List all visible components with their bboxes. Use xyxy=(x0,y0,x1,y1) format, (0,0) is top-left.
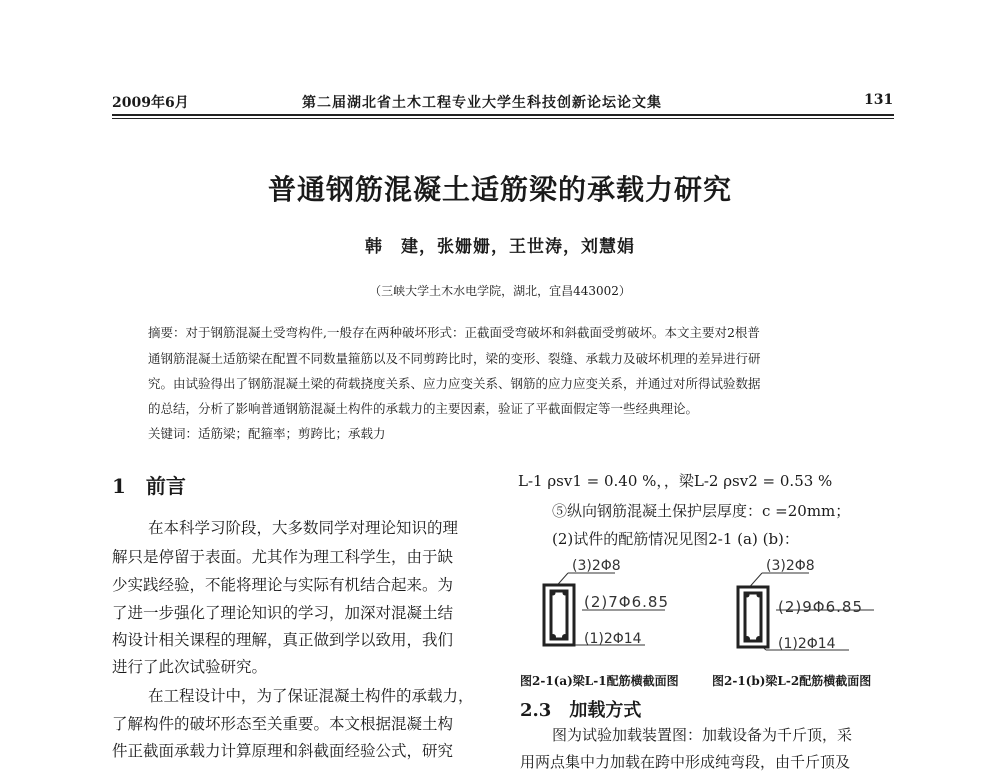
keywords: 关键词：适筋梁；配箍率；剪跨比；承载力 xyxy=(148,426,386,441)
top-bar xyxy=(551,591,556,596)
header-journal: 第二届湖北省土木工程专业大学生科技创新论坛论文集 xyxy=(302,95,662,111)
paper-title: 普通钢筋混凝土适筋梁的承载力研究 xyxy=(267,173,732,206)
top-bar xyxy=(563,591,568,596)
reinforcement-ratio-line: L-1 ρsv1 = 0.40 %，，梁L-2 ρsv2 = 0.53 % xyxy=(518,472,833,490)
section-heading: 1 前言 xyxy=(112,474,186,498)
figure-a-top-label: (3)2Φ8 xyxy=(572,558,621,574)
figure-b-top-label: (3)2Φ8 xyxy=(766,558,815,574)
figure-a-cross-section xyxy=(520,555,710,667)
figure-b-mid-label: (2)9Φ6.85 xyxy=(778,598,863,616)
top-bar xyxy=(745,593,750,598)
header-rule-thin xyxy=(112,118,894,119)
figure-b-cross-section xyxy=(714,555,904,667)
bottom-bar xyxy=(744,636,750,642)
bottom-bar xyxy=(562,634,568,640)
figure-b-caption: 图2-1(b)梁L-2配筋横截面图 xyxy=(712,674,872,688)
abstract-line: 摘要：对于钢筋混凝土受弯构件,一般存在两种破坏形式：正截面受弯破坏和斜截面受剪破坏。本文主要对2根普 xyxy=(148,325,760,340)
figure-b-bottom-label: (1)2Φ14 xyxy=(778,636,836,652)
body-line: 在本科学习阶段，大多数同学对理论知识的理 xyxy=(148,519,459,537)
bottom-bar xyxy=(756,636,762,642)
figure-a-mid-label: (2)7Φ6.85 xyxy=(584,593,669,611)
header-page-number: 131 xyxy=(864,92,894,108)
figure-a-caption: 图2-1(a)梁L-1配筋横截面图 xyxy=(520,674,679,688)
body-line: 图为试验加载装置图：加载设备为千斤顶，采 xyxy=(552,726,853,744)
body-line: 进行了此次试验研究。 xyxy=(112,658,268,676)
abstract-line: 的总结，分析了影响普通钢筋混凝土构件的承载力的主要因素，验证了平截面假定等一些经典理论。 xyxy=(148,401,699,416)
abstract-line: 究。由试验得出了钢筋混凝土梁的荷载挠度关系、应力应变关系、钢筋的应力应变关系，并通过对所得试验数据 xyxy=(148,376,761,391)
body-line: 解只是停留于表面。尤其作为理工科学生，由于缺 xyxy=(112,548,454,566)
top-bar xyxy=(757,593,762,598)
beam-section-outline xyxy=(544,585,574,645)
figure-reference-line: (2)试件的配筋情况见图2-1 (a) (b)： xyxy=(552,530,799,548)
header-rule-thick xyxy=(112,114,894,116)
figure-a-bottom-label: (1)2Φ14 xyxy=(584,631,642,647)
body-line: 件正截面承载力计算原理和斜截面经验公式，研究 xyxy=(112,742,454,760)
subsection-heading: 2.3 加载方式 xyxy=(520,700,642,721)
body-line: 在工程设计中，为了保证混凝土构件的承载力， xyxy=(148,687,474,705)
abstract-line: 通钢筋混凝土适筋梁在配置不同数量箍筋以及不同剪跨比时，梁的变形、裂缝、承载力及破坏机理的差异进行研 xyxy=(148,351,761,366)
body-line: 了进一步强化了理论知识的学习，加深对混凝土结 xyxy=(112,604,454,622)
paper-authors: 韩 建，张姗姗，王世涛，刘慧娟 xyxy=(365,237,635,257)
cover-thickness-line: ⑤纵向钢筋混凝土保护层厚度：c =20mm； xyxy=(552,502,851,520)
body-line: 少实践经验，不能将理论与实际有机结合起来。为 xyxy=(112,576,454,594)
body-line: 用两点集中力加载在跨中形成纯弯段，由千斤顶及 xyxy=(520,753,851,771)
paper-affiliation: （三峡大学土木水电学院，湖北，宜昌443002） xyxy=(369,284,631,298)
body-line: 构设计相关课程的理解，真正做到学以致用，我们 xyxy=(112,631,454,649)
body-line: 了解构件的破坏形态至关重要。本文根据混凝土构 xyxy=(112,715,454,733)
bottom-bar xyxy=(550,634,556,640)
beam-section-outline xyxy=(738,587,768,647)
header-date: 2009年6月 xyxy=(112,95,189,111)
